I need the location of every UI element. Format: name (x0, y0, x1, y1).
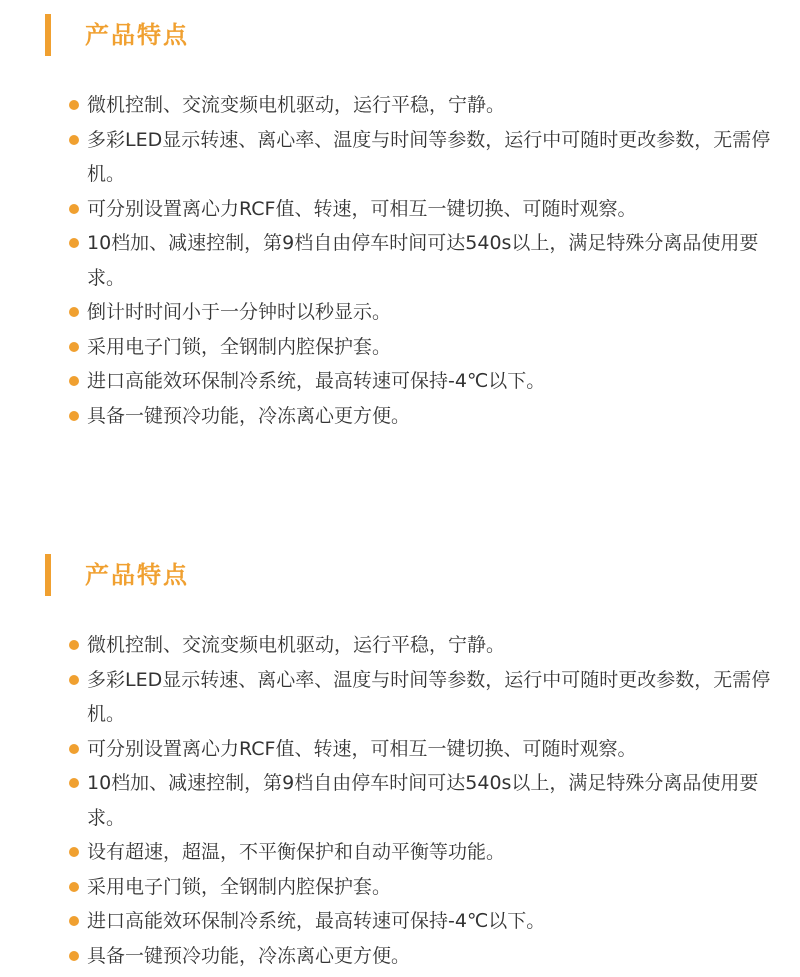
feature-text: 设有超速，超温，不平衡保护和自动平衡等功能。 (87, 841, 506, 863)
bullet-dot-icon (69, 411, 79, 421)
feature-text: 具备一键预冷功能，冷冻离心更方便。 (87, 404, 411, 427)
feature-text: 进口高能效环保制冷系统，最高转速可保持-4℃以下。 (87, 370, 546, 392)
list-item (0, 904, 800, 939)
feature-text: 倒计时时间小于一分钟时以秒显示。 (87, 301, 392, 323)
feature-text: 采用电子门锁，全钢制内腔保护套。 (87, 875, 392, 898)
feature-text: 10档加、减速控制，第9档自由停车时间可达540s以上，满足特殊分离品使用要求。 (87, 232, 759, 289)
bullet-dot-icon (69, 342, 79, 352)
bullet-dot-icon (69, 135, 79, 145)
list-item (0, 663, 800, 732)
feature-text: 可分别设置离心力RCF值、转速，可相互一键切换、可随时观察。 (87, 197, 637, 220)
bullet-dot-icon (69, 916, 79, 926)
feature-section-2 (0, 540, 800, 967)
section-title: 产品特点 (85, 21, 189, 49)
feature-text: 多彩LED显示转速、离心率、温度与时间等参数，运行中可随时更改参数，无需停机。 (87, 668, 771, 725)
list-item (0, 123, 800, 192)
bullet-dot-icon (69, 640, 79, 650)
bullet-dot-icon (69, 847, 79, 857)
accent-bar (45, 14, 51, 56)
list-item (0, 766, 800, 835)
feature-text: 微机控制、交流变频电机驱动，运行平稳，宁静。 (87, 634, 506, 656)
bullet-dot-icon (69, 307, 79, 317)
list-item (0, 330, 800, 365)
section-header (0, 540, 800, 600)
bullet-dot-icon (69, 376, 79, 386)
feature-text: 进口高能效环保制冷系统，最高转速可保持-4℃以下。 (87, 910, 546, 932)
list-item (0, 939, 800, 974)
feature-list (0, 88, 800, 433)
feature-text: 10档加、减速控制，第9档自由停车时间可达540s以上，满足特殊分离品使用要求。 (87, 772, 759, 829)
feature-text: 微机控制、交流变频电机驱动，运行平稳，宁静。 (87, 94, 506, 116)
feature-text: 采用电子门锁，全钢制内腔保护套。 (87, 335, 392, 358)
list-item (0, 88, 800, 123)
list-item (0, 364, 800, 399)
section-header (0, 0, 800, 60)
bullet-dot-icon (69, 882, 79, 892)
list-item (0, 628, 800, 663)
bullet-dot-icon (69, 204, 79, 214)
accent-bar (45, 554, 51, 596)
feature-text: 多彩LED显示转速、离心率、温度与时间等参数，运行中可随时更改参数，无需停机。 (87, 128, 771, 185)
list-item (0, 399, 800, 434)
list-item (0, 295, 800, 330)
feature-section-1 (0, 0, 800, 427)
section-title: 产品特点 (85, 561, 189, 589)
bullet-dot-icon (69, 238, 79, 248)
feature-text: 具备一键预冷功能，冷冻离心更方便。 (87, 944, 411, 967)
list-item (0, 870, 800, 905)
feature-text: 可分别设置离心力RCF值、转速，可相互一键切换、可随时观察。 (87, 737, 637, 760)
bullet-dot-icon (69, 744, 79, 754)
list-item (0, 226, 800, 295)
bullet-dot-icon (69, 778, 79, 788)
list-item (0, 192, 800, 227)
list-item (0, 732, 800, 767)
list-item (0, 835, 800, 870)
bullet-dot-icon (69, 951, 79, 961)
bullet-dot-icon (69, 675, 79, 685)
bullet-dot-icon (69, 100, 79, 110)
feature-list (0, 628, 800, 973)
